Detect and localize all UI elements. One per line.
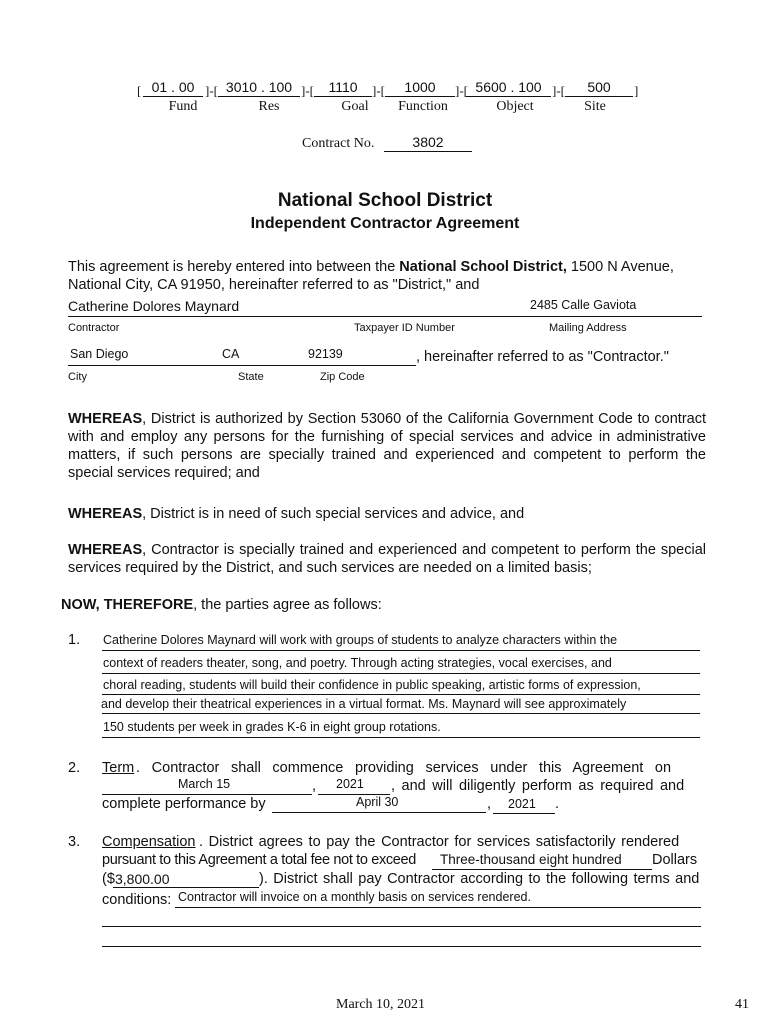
compensation-amount-number: 3,800.00 — [115, 871, 170, 887]
fund-code-line — [143, 96, 203, 97]
whereas-text: , District is in need of such special services and advice, and — [142, 506, 525, 522]
goal-code-line — [314, 96, 372, 97]
whereas-clause-1 — [68, 410, 706, 482]
taxpayer-id-label: Taxpayer ID Number — [354, 322, 455, 334]
term-start-year: 2021 — [336, 777, 364, 791]
object-label: Object — [496, 99, 534, 114]
fund-code-value: 01 . 00 — [151, 79, 195, 95]
therefore-lead: NOW, THEREFORE — [61, 597, 194, 613]
term-text-2: , and will diligently perform as required and — [391, 778, 685, 794]
term-comma: , — [487, 796, 492, 812]
code-bracket: ]-[ — [205, 83, 218, 98]
whereas-clause-2 — [68, 505, 706, 523]
amount-words-line — [432, 869, 652, 870]
city-state-zip-line — [68, 365, 416, 366]
conditions-line — [175, 907, 701, 908]
item-1-line: and develop their theatrical experiences in a virtual format. Ms. Maynard will see approximately — [101, 697, 627, 711]
amount-number-line — [113, 887, 259, 888]
conditions-blank-line — [102, 926, 701, 927]
contract-number-line — [384, 151, 472, 152]
site-code-value: 500 — [587, 79, 611, 95]
conditions-label: conditions: — [102, 892, 172, 908]
whereas-lead: WHEREAS — [68, 542, 143, 558]
res-code-line — [218, 96, 300, 97]
term-end-date: April 30 — [356, 795, 399, 809]
contractor-name: Catherine Dolores Maynard — [68, 298, 240, 314]
whereas-clause-3 — [68, 541, 706, 577]
therefore-text: , the parties agree as follows: — [193, 597, 382, 613]
res-code-value: 3010 . 100 — [225, 79, 293, 95]
compensation-open-paren: ($ — [102, 871, 115, 887]
code-bracket: ]-[ — [372, 83, 385, 98]
term-text-3: complete performance by — [102, 796, 266, 812]
goal-code-value: 1110 — [328, 79, 358, 95]
item-1-underline — [102, 673, 700, 674]
code-bracket: ]-[ — [552, 83, 565, 98]
document-subtitle: Independent Contractor Agreement — [250, 215, 520, 232]
term-text-1: . Contractor shall commence providing services under this Agreement on — [136, 760, 672, 776]
site-code-line — [565, 96, 633, 97]
whereas-lead: WHEREAS — [68, 411, 143, 427]
function-label: Function — [398, 99, 448, 114]
document-title: National School District — [277, 190, 493, 211]
fund-label: Fund — [168, 99, 198, 114]
term-end-year: 2021 — [508, 797, 536, 811]
term-heading: Term — [102, 760, 135, 776]
mailing-address-label: Mailing Address — [549, 322, 627, 334]
function-code-line — [385, 96, 455, 97]
contractor-label: Contractor — [68, 322, 120, 334]
contractor-zip: 92139 — [308, 347, 343, 361]
compensation-amount-words: Three-thousand eight hundred — [440, 852, 622, 867]
intro-paragraph — [68, 258, 708, 294]
goal-label: Goal — [341, 99, 369, 114]
contractor-city: San Diego — [70, 347, 129, 361]
item-2-number: 2. — [68, 760, 81, 776]
conditions-blank-line — [102, 946, 701, 947]
contract-number-label: Contract No. — [302, 136, 375, 151]
compensation-dollars: Dollars — [652, 852, 698, 868]
compensation-text-1: . District agrees to pay the Contractor for services satisfactorily rendered — [199, 834, 680, 850]
item-1-underline — [102, 737, 700, 738]
compensation-text-3: ). District shall pay Contractor according to the following terms and — [259, 871, 700, 887]
page-number: 41 — [735, 997, 749, 1012]
item-1-line: choral reading, students will build their confidence in public speaking, artistic forms of expression, — [103, 678, 641, 692]
contractor-referred-text: , hereinafter referred to as "Contractor." — [416, 349, 669, 365]
term-comma: , — [312, 778, 317, 794]
contractor-mailing-address: 2485 Calle Gaviota — [530, 298, 637, 312]
therefore-clause — [61, 596, 701, 614]
res-label: Res — [258, 99, 280, 114]
conditions-text: Contractor will invoice on a monthly basis on services rendered. — [178, 890, 531, 904]
item-1-underline — [102, 650, 700, 651]
compensation-text-2: pursuant to this Agreement a total fee not to exceed — [102, 852, 416, 868]
item-1-underline — [102, 694, 700, 695]
object-code-value: 5600 . 100 — [475, 79, 542, 95]
function-code-value: 1000 — [404, 79, 436, 95]
whereas-text: , District is authorized by Section 53060 of the California Government Code to contract with and employ any persons for the furnishing of special services and advice in administrative matters, if such persons are specially trained and experienced and competent to perform the special services required; and — [68, 411, 706, 481]
item-1-line: Catherine Dolores Maynard will work with groups of students to analyze characters within the — [103, 633, 618, 647]
contractor-state: CA — [222, 347, 240, 361]
code-bracket: ]-[ — [455, 83, 468, 98]
item-1-number: 1. — [68, 632, 81, 648]
intro-suffix: 1500 N Avenue, National City, CA 91950, hereinafter referred to as "District," and — [68, 259, 674, 293]
intro-district-name: National School District, — [399, 259, 567, 275]
code-bracket: ]-[ — [301, 83, 314, 98]
zip-label: Zip Code — [320, 371, 365, 383]
item-3-number: 3. — [68, 834, 81, 850]
end-date-line — [272, 812, 486, 813]
whereas-text: , Contractor is specially trained and experienced and competent to perform the special services required by the District, and such services are needed on a limited basis; — [68, 542, 706, 576]
city-label: City — [68, 371, 87, 383]
term-period: . — [555, 796, 560, 812]
intro-prefix: This agreement is hereby entered into between the — [68, 259, 400, 275]
site-label: Site — [584, 99, 606, 114]
item-1-line: 150 students per week in grades K-6 in eight group rotations. — [103, 720, 441, 734]
start-date-line — [102, 794, 312, 795]
whereas-lead: WHEREAS — [68, 506, 143, 522]
compensation-heading: Compensation — [102, 834, 196, 850]
end-year-line — [493, 813, 555, 814]
code-bracket: [ — [137, 83, 142, 98]
item-1-underline — [102, 713, 700, 714]
contractor-line — [68, 316, 702, 317]
term-start-date: March 15 — [178, 777, 231, 791]
state-label: State — [238, 371, 264, 383]
object-code-line — [466, 96, 551, 97]
contract-number-value: 3802 — [412, 134, 444, 150]
code-bracket: ] — [634, 83, 639, 98]
footer-date: March 10, 2021 — [336, 997, 426, 1012]
item-1-line: context of readers theater, song, and poetry. Through acting strategies, vocal exercises, and — [103, 656, 612, 670]
